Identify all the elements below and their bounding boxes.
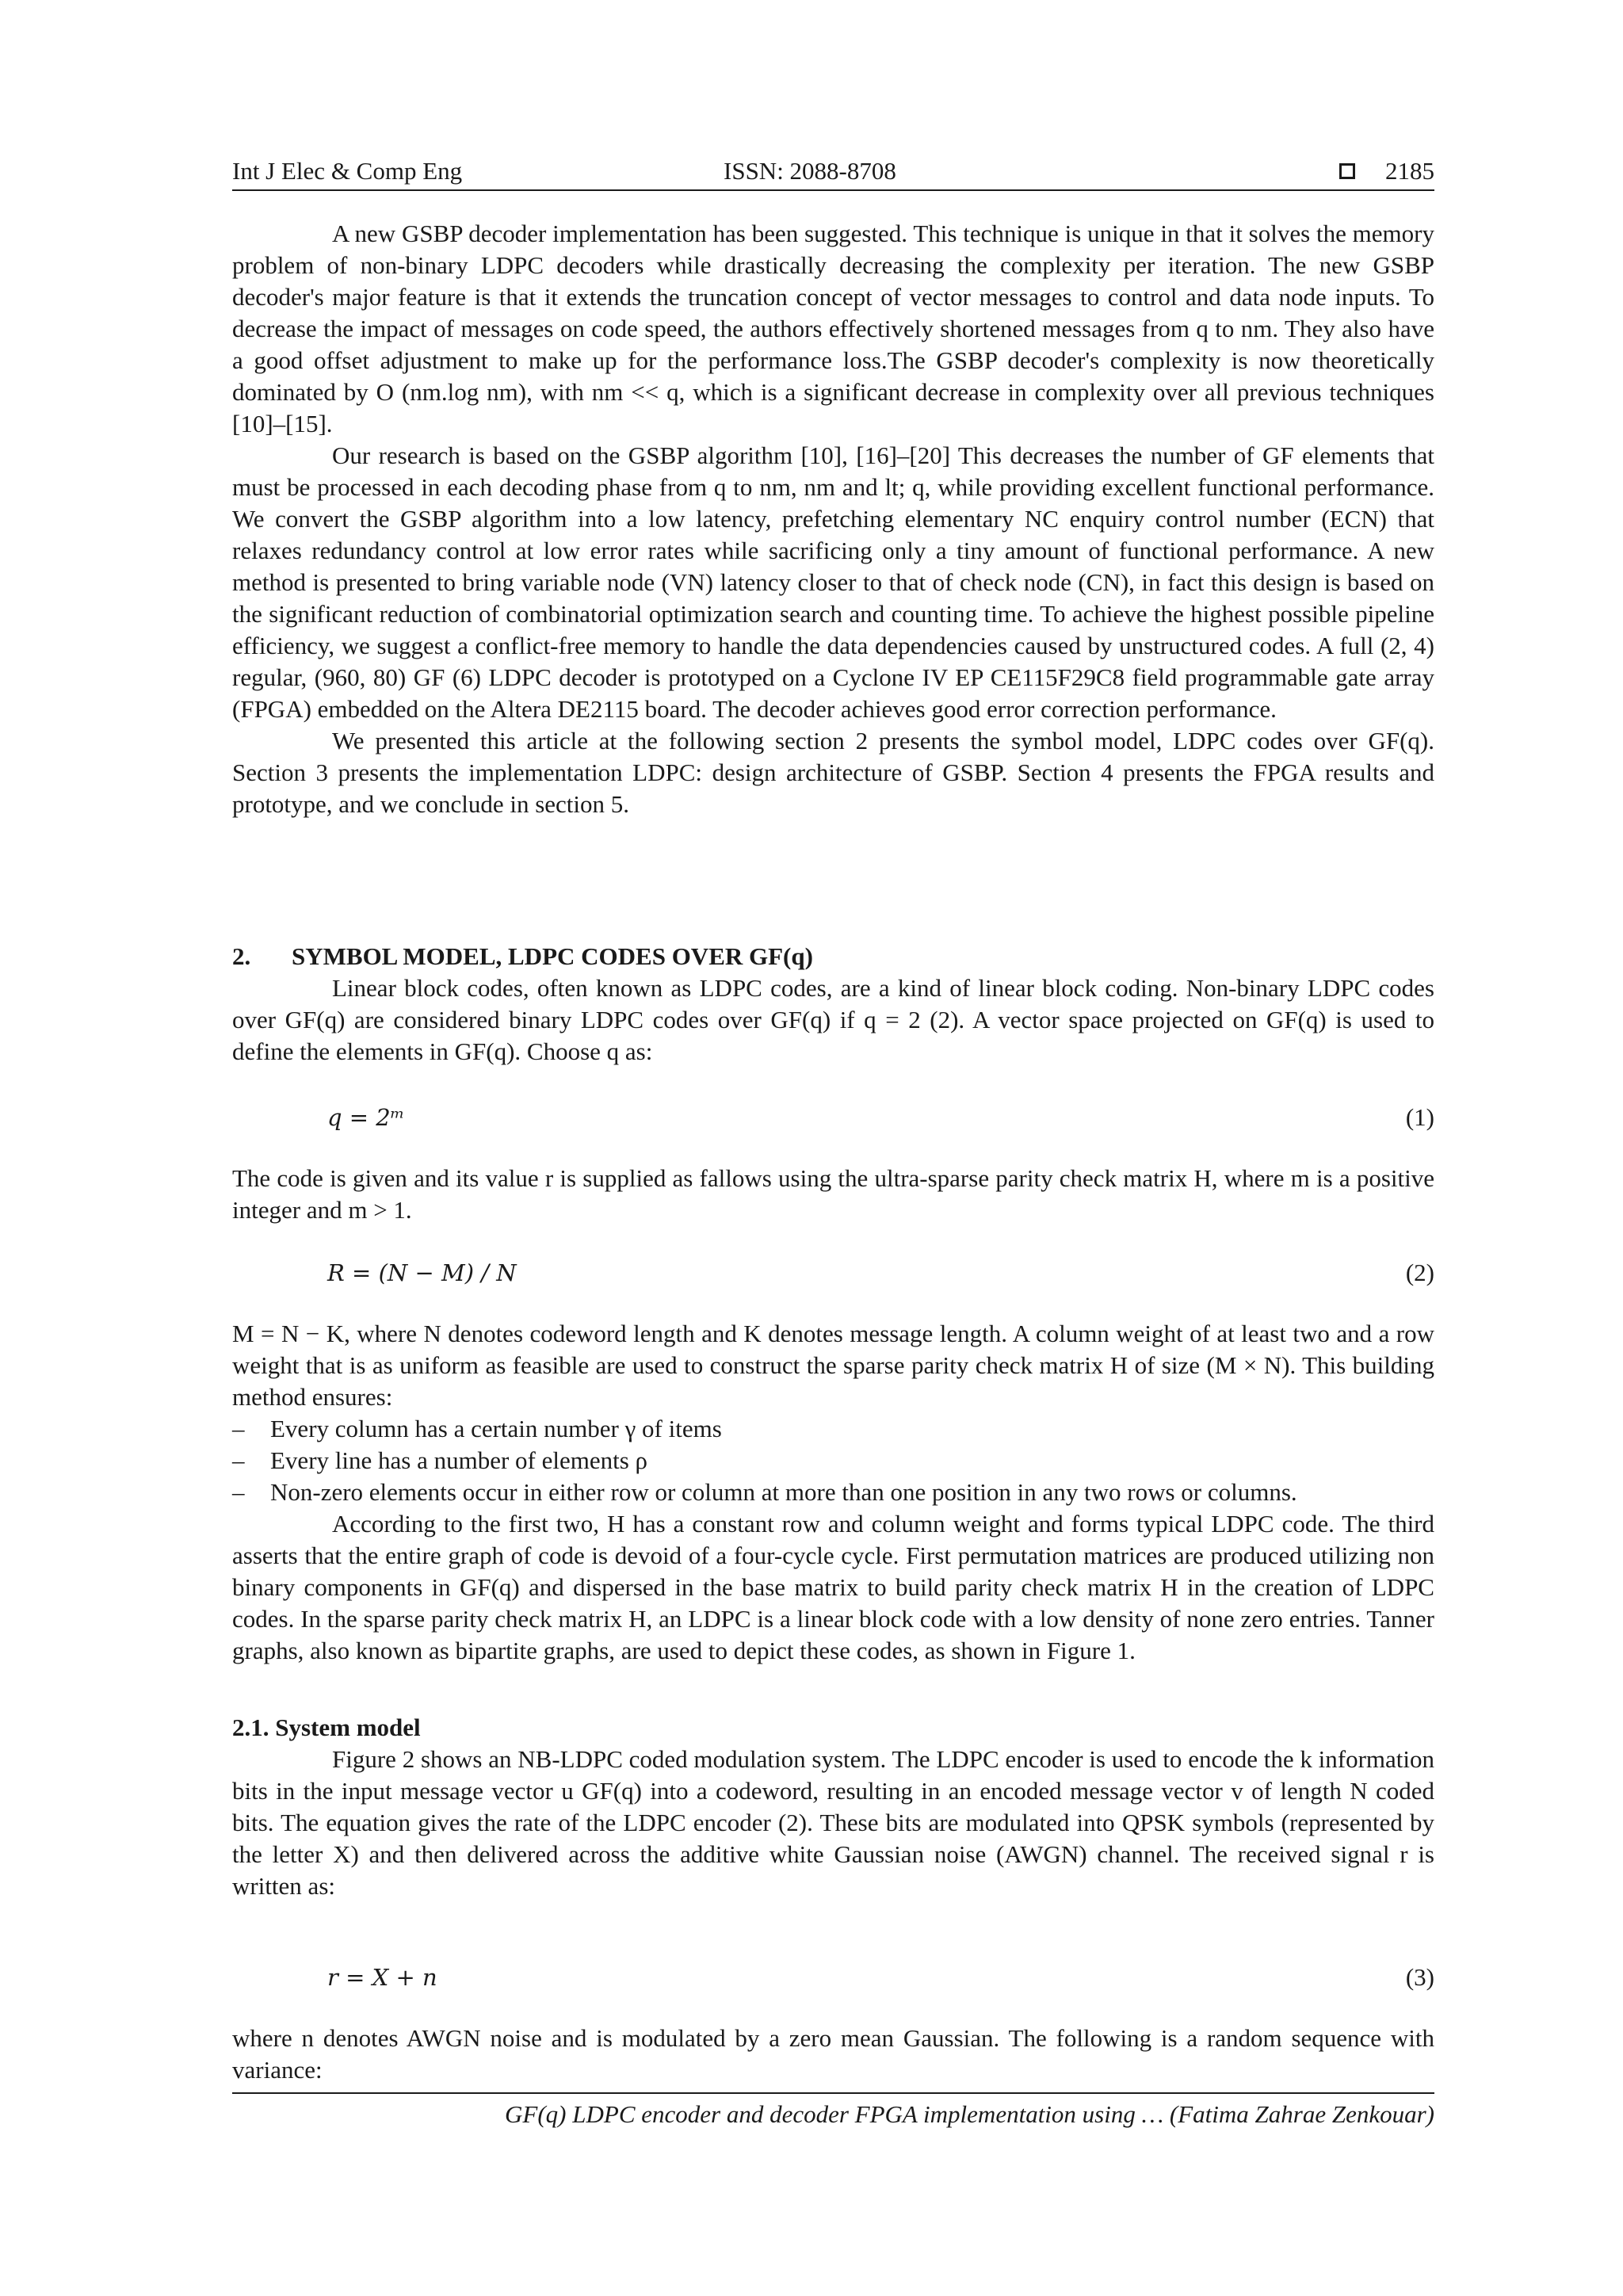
equation-2 bbox=[232, 1257, 1434, 1289]
footer-rule bbox=[232, 2092, 1434, 2094]
intro-paragraph-3: We presented this article at the following section 2 presents the symbol model, LDPC codes over GF(q). Section 3 presents the implementation LDPC: design architecture of GSBP. Section 4 presents the FPGA results and prototype, and we conclude in section 5. bbox=[232, 727, 1434, 818]
header-rule bbox=[232, 189, 1434, 191]
construction-rules-list bbox=[232, 1413, 1434, 1508]
equation-1-number: (1) bbox=[1405, 1103, 1434, 1131]
section-title: SYMBOL MODEL, LDPC CODES OVER GF(q) bbox=[292, 942, 813, 970]
after-eq3-body bbox=[232, 2023, 1434, 2086]
list-item bbox=[232, 1445, 1434, 1477]
page-header bbox=[232, 153, 1434, 189]
list-item bbox=[232, 1413, 1434, 1445]
section-2-body bbox=[232, 972, 1434, 1068]
after-eq1-body bbox=[232, 1163, 1434, 1226]
intro-body bbox=[232, 218, 1434, 820]
intro-paragraph-2: Our research is based on the GSBP algorithm [10], [16]–[20] This decreases the number of GF elements that must be processed in each decoding phase from q to nm, nm and lt; q, while providing excellent functional performance. We convert the GSBP algorithm into a low latency, prefetching elementary NC enquiry control number (ECN) that relaxes redundancy control at low error rates while sacrificing only a tiny amount of functional performance. A new method is presented to bring variable node (VN) latency closer to that of check node (CN), in fact this design is based on the significant reduction of combinatorial optimization search and counting time. To achieve the highest possible pipeline efficiency, we suggest a conflict-free memory to handle the data dependencies caused by unstructured codes. A full (2, 4) regular, (960, 80) GF (6) LDPC decoder is prototyped on a Cyclone IV EP CE115F29C8 field programmable gate array (FPGA) embedded on the Altera DE2115 board. The decoder achieves good error correction performance. bbox=[232, 441, 1434, 723]
intro-paragraph-1: A new GSBP decoder implementation has been suggested. This technique is unique in that it solves the memory problem of non-binary LDPC decoders while drastically decreasing the complexity per iteration. The new GSBP decoder's major feature is that it extends the truncation concept of vector messages to control and data node inputs. To decrease the impact of messages on code speed, the authors effectively shortened messages from q to nm. They also have a good offset adjustment to make up for the performance loss.The GSBP decoder's complexity is now theoretically dominated by O (nm.log nm), with nm << q, which is a significant decrease in complexity over all previous techniques [10]–[15]. bbox=[232, 220, 1434, 437]
equation-3 bbox=[232, 1962, 1434, 1993]
section-2-paragraph: Linear block codes, often known as LDPC codes, are a kind of linear block coding. Non-binary LDPC codes over GF(q) are considered binary LDPC codes over GF(q) if q = 2 (2). A vector space projected on GF(q) is used to define the elements in GF(q). Choose q as: bbox=[232, 974, 1434, 1065]
equation-2-number: (2) bbox=[1405, 1259, 1434, 1286]
subsection-2-1-paragraph: Figure 2 shows an NB-LDPC coded modulation system. The LDPC encoder is used to encode the k information bits in the input message vector u GF(q) into a codeword, resulting in an encoded message vector v of length N coded bits. The equation gives the rate of the LDPC encoder (2). These bits are modulated into QPSK symbols (represented by the letter X) and then delivered across the additive white Gaussian noise (AWGN) channel. The received signal r is written as: bbox=[232, 1745, 1434, 1900]
list-item-text: Every line has a number of elements ρ bbox=[270, 1446, 648, 1474]
after-eq2-body bbox=[232, 1318, 1434, 1667]
subsection-2-1-body bbox=[232, 1744, 1434, 1902]
square-bullet-icon bbox=[1339, 163, 1355, 179]
subsection-2-1-heading: 2.1. System model bbox=[232, 1713, 421, 1741]
after-eq1-paragraph: The code is given and its value r is supplied as fallows using the ultra-sparse parity check matrix H, where m is a positive integer and m > 1. bbox=[232, 1164, 1434, 1224]
dash-bullet: – bbox=[232, 1478, 245, 1506]
equation-3-number: (3) bbox=[1405, 1963, 1434, 1991]
list-item-text: Every column has a certain number γ of items bbox=[270, 1415, 722, 1442]
list-item bbox=[232, 1477, 1434, 1508]
after-eq3-paragraph: where n denotes AWGN noise and is modulated by a zero mean Gaussian. The following is a random sequence with variance: bbox=[232, 2024, 1434, 2084]
page-number-group bbox=[1339, 153, 1434, 189]
running-footer: GF(q) LDPC encoder and decoder FPGA implementation using … (Fatima Zahrae Zenkouar) bbox=[505, 2100, 1434, 2128]
list-item-text: Non-zero elements occur in either row or column at more than one position in any two rows or columns. bbox=[270, 1478, 1297, 1506]
page-number: 2185 bbox=[1385, 157, 1434, 185]
equation-2-expression: R = (N − M) / N bbox=[327, 1259, 517, 1286]
after-bullets-paragraph: According to the first two, H has a constant row and column weight and forms typical LDPC code. The third asserts that the entire graph of code is devoid of a four-cycle cycle. First permutation matrices are produced utilizing non binary components in GF(q) and dispersed in the base matrix to build parity check matrix H in the creation of LDPC codes. In the sparse parity check matrix H, an LDPC is a linear block code with a low density of none zero entries. Tanner graphs, also known as bipartite graphs, are used to depict these codes, as shown in Figure 1. bbox=[232, 1510, 1434, 1664]
equation-1 bbox=[232, 1102, 1434, 1133]
journal-name: Int J Elec & Comp Eng bbox=[232, 157, 463, 185]
equation-1-expression: q = 2ᵐ bbox=[327, 1104, 405, 1131]
section-2-heading bbox=[232, 941, 813, 972]
dash-bullet: – bbox=[232, 1415, 245, 1442]
after-eq2-paragraph: M = N − K, where N denotes codeword length and K denotes message length. A column weight of at least two and a row weight that is as uniform as feasible are used to construct the sparse parity check matrix H of size (M × N). This building method ensures: bbox=[232, 1320, 1434, 1411]
equation-3-expression: r = X + n bbox=[327, 1964, 437, 1991]
issn: ISSN: 2088-8708 bbox=[724, 157, 896, 185]
section-number: 2. bbox=[232, 942, 251, 970]
dash-bullet: – bbox=[232, 1446, 245, 1474]
